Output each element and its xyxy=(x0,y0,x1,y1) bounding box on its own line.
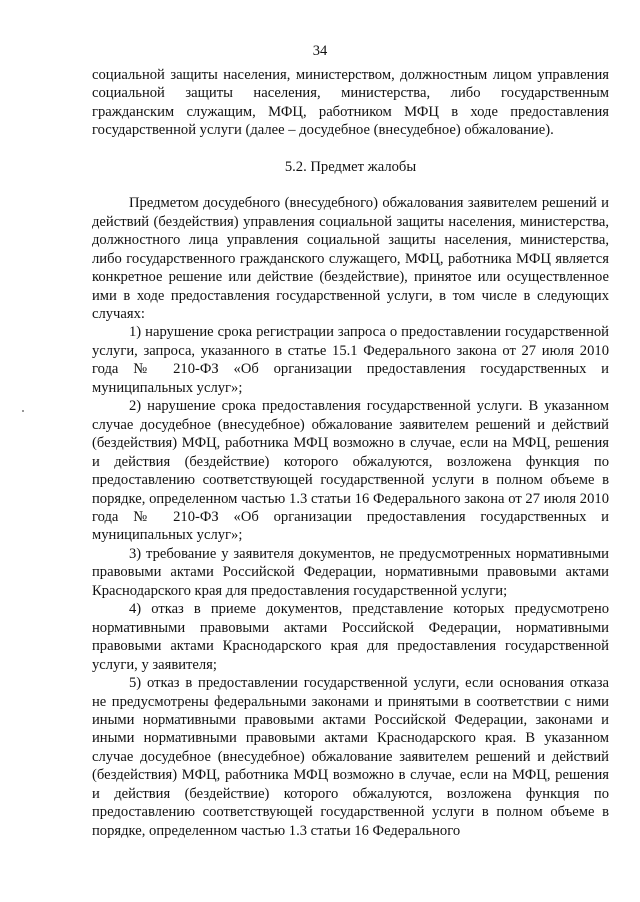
paragraph-subject: Предметом досудебного (внесудебного) обжалования заявителем решений и действий (бездействия) управления социальной защиты населения, министерства, должностного лица управления социальной защиты населения, министерства, либо государственного гражданского служащего, МФЦ, работника МФЦ является конкретное решение или действие (бездействие), принятое или осуществленное ими в ходе предоставления государственной услуги, в том числе в следующих случаях: xyxy=(92,195,609,322)
margin-dot xyxy=(22,410,24,412)
section-heading: 5.2. Предмет жалобы xyxy=(284,158,417,175)
list-item-2: 2) нарушение срока предоставления государственной услуги. В указанном случае досудебное (внесудебное) обжалование заявителем решений и действий (бездействия) МФЦ, работника МФЦ возможно в случае, если на МФЦ, решения и действия (бездействие) которого обжалуются, возложена функция по предоставлению соответствующей государственной услуги в полном объеме в порядке, определенном частью 1.3 статьи 16 Федерального закона от 27 июля 2010 года № 210-ФЗ «Об организации предоставления государственных и муниципальных услуг»; xyxy=(92,398,609,544)
list-item-5: 5) отказ в предоставлении государственной услуги, если основания отказа не предусмотрены федеральными законами и принятыми в соответствии с ними иными нормативными правовыми актами Российской Федерации, законами и иными нормативными правовыми актами Краснодарского края. В указанном случае досудебное (внесудебное) обжалование заявителем решений и действий (бездействия) МФЦ, работника МФЦ возможно в случае, если на МФЦ, решения и действия (бездействие) которого обжалуются, возложена функция по предоставлению соответствующей государственной услуги в полном объеме в порядке, определенном частью 1.3 статьи 16 Федерального xyxy=(92,675,609,839)
document-text xyxy=(92,66,609,840)
page-number: 34 xyxy=(312,43,328,59)
paragraph-continuation: социальной защиты населения, министерством, должностным лицом управления социальной защиты населения, министерства, либо государственным гражданским служащим, МФЦ, работником МФЦ в ходе предоставления государственной услуги (далее – досудебное (внесудебное) обжалование). xyxy=(92,67,609,139)
list-item-1: 1) нарушение срока регистрации запроса о предоставлении государственной услуги, запроса, указанного в статье 15.1 Федерального закона от 27 июля 2010 года № 210-ФЗ «Об организации предоставления государственных и муниципальных услуг»; xyxy=(92,324,609,396)
list-item-4: 4) отказ в приеме документов, представление которых предусмотрено нормативными правовыми актами Российской Федерации, нормативными правовыми актами Краснодарского края для предоставления государственной услуги, у заявителя; xyxy=(92,601,609,673)
list-item-3: 3) требование у заявителя документов, не предусмотренных нормативными правовыми актами Российской Федерации, нормативными правовыми актами Краснодарского края для предоставления государственной услуги; xyxy=(92,545,609,599)
